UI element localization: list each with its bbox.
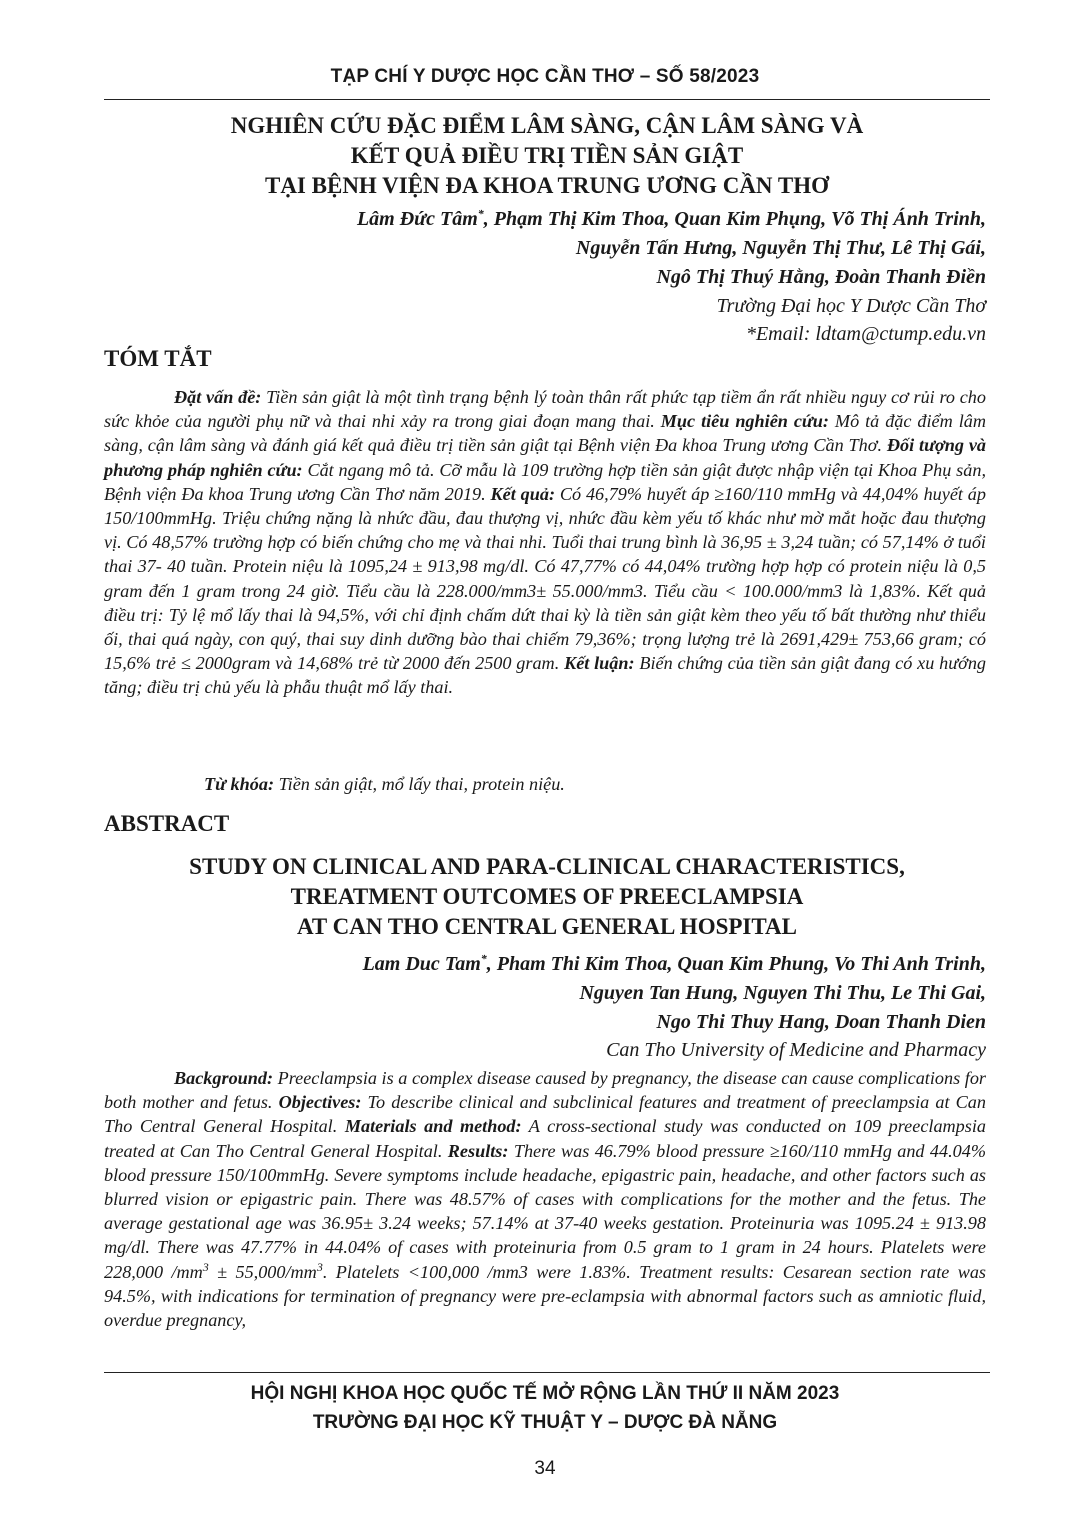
summary-vn-background-label: Đặt vấn đề: [174,387,262,407]
authors-en-line-3: Ngo Thi Thuy Hang, Doan Thanh Dien [656,1011,986,1033]
summary-vn-results-label: Kết quả: [490,483,556,504]
title-vn-line-2: KẾT QUẢ ĐIỀU TRỊ TIỀN SẢN GIẬT [350,143,744,168]
summary-vn-background: Tiền sản giật là một tình trạng bệnh lý toàn thân rất phức tạp tiềm ẩn rất nhiều nguy cơ rủi ro cho sức khỏe của người phụ nữ và thai nhi xảy ra trong giai đoạn mang thai. [104,387,986,432]
authors-en-line-1 [104,950,986,979]
footer-university: TRƯỜNG ĐẠI HỌC KỸ THUẬT Y – DƯỢC ĐÀ NẴNG [312,1412,778,1433]
abstract-en-methods-label: Materials and method: [344,1116,522,1137]
title-vn-line-1: NGHIÊN CỨU ĐẶC ĐIỂM LÂM SÀNG, CẬN LÂM SÀNG VÀ [230,113,864,138]
summary-vn-results: Có 46,79% huyết áp ≥160/110 mmHg và 44,04% huyết áp 150/100mmHg. Triệu chứng nặng là nhức đầu, đau thượng vị, nhức đầu kèm yếu tố khác như mờ mắt hoặc đau thượng vị. Có 48,57% trường hợp có biến chứng cho mẹ và thai nhi. Tuổi thai trung bình là 36,95 ± 3,24 tuần; có 57,14% ở tuổi thai 37- 40 tuần. Protein niệu là 1095,24 ± 913,98 mg/dl. Có 47,77% có 44,04% trường hợp hợp có protein niệu là 0,5 gram đến 1 gram trong 24 giờ. Tiểu cầu là 228.000/mm3± 55.000/mm3. Tiểu cầu < 100.000/mm3 là 1,83%. Kết quả điều trị: Tỷ lệ mổ lấy thai là 94,5%, với chỉ định chấm dứt thai kỳ là tiền sản giật kèm theo yếu tố bất thường như thiểu ối, thai quá ngày, con quý, thai suy dinh dưỡng bào thai chiếm 79,36%; trọng lượng trẻ là 2691,429± 753,66 gram; có 15,6% trẻ ≤ 2000gram và 14,68% trẻ từ 2000 đến 2500 gram. [104,483,986,674]
authors-vn-line-1-rest: , Phạm Thị Kim Thoa, Quan Kim Phụng, Võ Thị Ánh Trinh, [483,208,986,230]
keywords-vn-label: Từ khóa: [204,774,275,794]
abstract-en-sup-2: 3 [316,1259,323,1274]
summary-vn-conclusion: Biến chứng của tiền sản giật đang có xu hướng tăng; điều trị chủ yếu là phẫu thuật mổ lấy thai. [104,653,987,698]
title-en-line-3: AT CAN THO CENTRAL GENERAL HOSPITAL [297,914,797,939]
author-mark-en: * [480,951,487,966]
abstract-en-background-label: Background: [174,1068,274,1088]
footer-rule [104,1372,990,1373]
authors-vn-line-1 [104,205,986,234]
abstract-en-methods: A cross-sectional study was conducted on 109 preeclampsia treated at Can Tho Central General Hospital. [104,1116,986,1161]
affiliation-en: Can Tho University of Medicine and Pharmacy [606,1039,986,1061]
summary-vn-conclusion-label: Kết luận: [564,653,635,674]
authors-vn-line-3: Ngô Thị Thuý Hằng, Đoàn Thanh Điền [656,266,986,288]
abstract-en-sup-1: 3 [202,1259,209,1274]
header-rule [104,99,990,100]
authors-en-line-1-rest: , Pham Thi Kim Thoa, Quan Kim Phung, Vo Thi Anh Trinh, [486,953,986,975]
abstract-en-results-c: . Platelets <100,000 /mm3 were 1.83%. Treatment results: Cesarean section rate was 94.5%, with indications for termination of pregnancy were pre-eclampsia with abnormal factors such as amniotic fluid, overdue pregnancy, [104,1261,986,1331]
authors-vn [104,205,986,292]
title-en-line-1: STUDY ON CLINICAL AND PARA-CLINICAL CHARACTERISTICS, [189,854,905,879]
abstract-en [104,1066,986,1332]
abstract-en-results-label: Results: [447,1140,509,1161]
title-en [104,852,990,942]
authors-vn-line-2: Nguyễn Tấn Hưng, Nguyễn Thị Thư, Lê Thị Gái, [575,237,986,259]
title-vn-line-3: TẠI BỆNH VIỆN ĐA KHOA TRUNG ƯƠNG CẦN THƠ [264,173,830,198]
summary-vn-objectives: Mô tả đặc điểm lâm sàng, cận lâm sàng và đánh giá kết quả điều trị tiền sản giật tại Bệnh viện Đa khoa Trung ương Cần Thơ. [104,411,986,456]
authors-en [104,950,986,1037]
abstract-en-objectives-label: Objectives: [278,1092,362,1113]
author-mark-vn: * [477,206,484,221]
summary-vn [104,385,986,700]
abstract-en-results-b: ± 55,000/mm [208,1261,317,1282]
abstract-en-objectives: To describe clinical and subclinical features and treatment of preeclampsia at Can Tho Central General Hospital. [104,1092,986,1137]
summary-vn-objectives-label: Mục tiêu nghiên cứu: [660,411,829,432]
section-heading-abstract: ABSTRACT [104,811,230,836]
email-vn[interactable]: *Email: ldtam@ctump.edu.vn [745,323,986,345]
summary-vn-methods: Cắt ngang mô tả. Cỡ mẫu là 109 trường hợp tiền sản giật được nhập viện tại Khoa Phụ sản, Bệnh viện Đa khoa Trung ương Cần Thơ năm 2019. [104,459,986,504]
authors-en-line-2: Nguyen Tan Hung, Nguyen Thi Thu, Le Thi Gai, [579,982,986,1004]
keywords-vn-text: Tiền sản giật, mổ lấy thai, protein niệu. [274,774,565,794]
affiliation-vn: Trường Đại học Y Dược Cần Thơ [716,295,986,317]
abstract-en-background: Preeclampsia is a complex disease caused by pregnancy, the disease can cause complications for both mother and fetus. [104,1068,986,1113]
abstract-en-results-a: There was 46.79% blood pressure ≥160/110 mmHg and 44.04% blood pressure 150/100mmHg. Severe symptoms include headache, epigastric pain, headache, and other factors such as blurred vision or epigastric pain. There was 48.57% of cases with complications for the mother and the fetus. The average gestational age was 36.95± 3.24 weeks; 57.14% at 37-40 weeks gestation. Proteinuria was 1095.24 ± 913.98 mg/dl. There was 47.77% in 44.04% of cases with proteinuria from 0.5 gram to 1 gram in 24 hours. Platelets were 228,000 /mm [104,1140,986,1282]
author-first-vn: Lâm Đức Tâm [356,208,478,230]
section-heading-tomtat: TÓM TẮT [104,346,212,371]
title-en-line-2: TREATMENT OUTCOMES OF PREECLAMPSIA [290,884,804,909]
page-number: 34 [534,1458,556,1479]
journal-header: TẠP CHÍ Y DƯỢC HỌC CẦN THƠ – SỐ 58/2023 [330,66,760,87]
summary-vn-methods-label: Đối tượng và phương pháp nghiên cứu: [104,435,986,480]
footer-conference: HỘI NGHỊ KHOA HỌC QUỐC TẾ MỞ RỘNG LẦN THỨ II NĂM 2023 [250,1383,840,1404]
keywords-vn [104,772,986,796]
author-first-en: Lam Duc Tam [362,953,481,975]
title-vn [104,111,990,201]
